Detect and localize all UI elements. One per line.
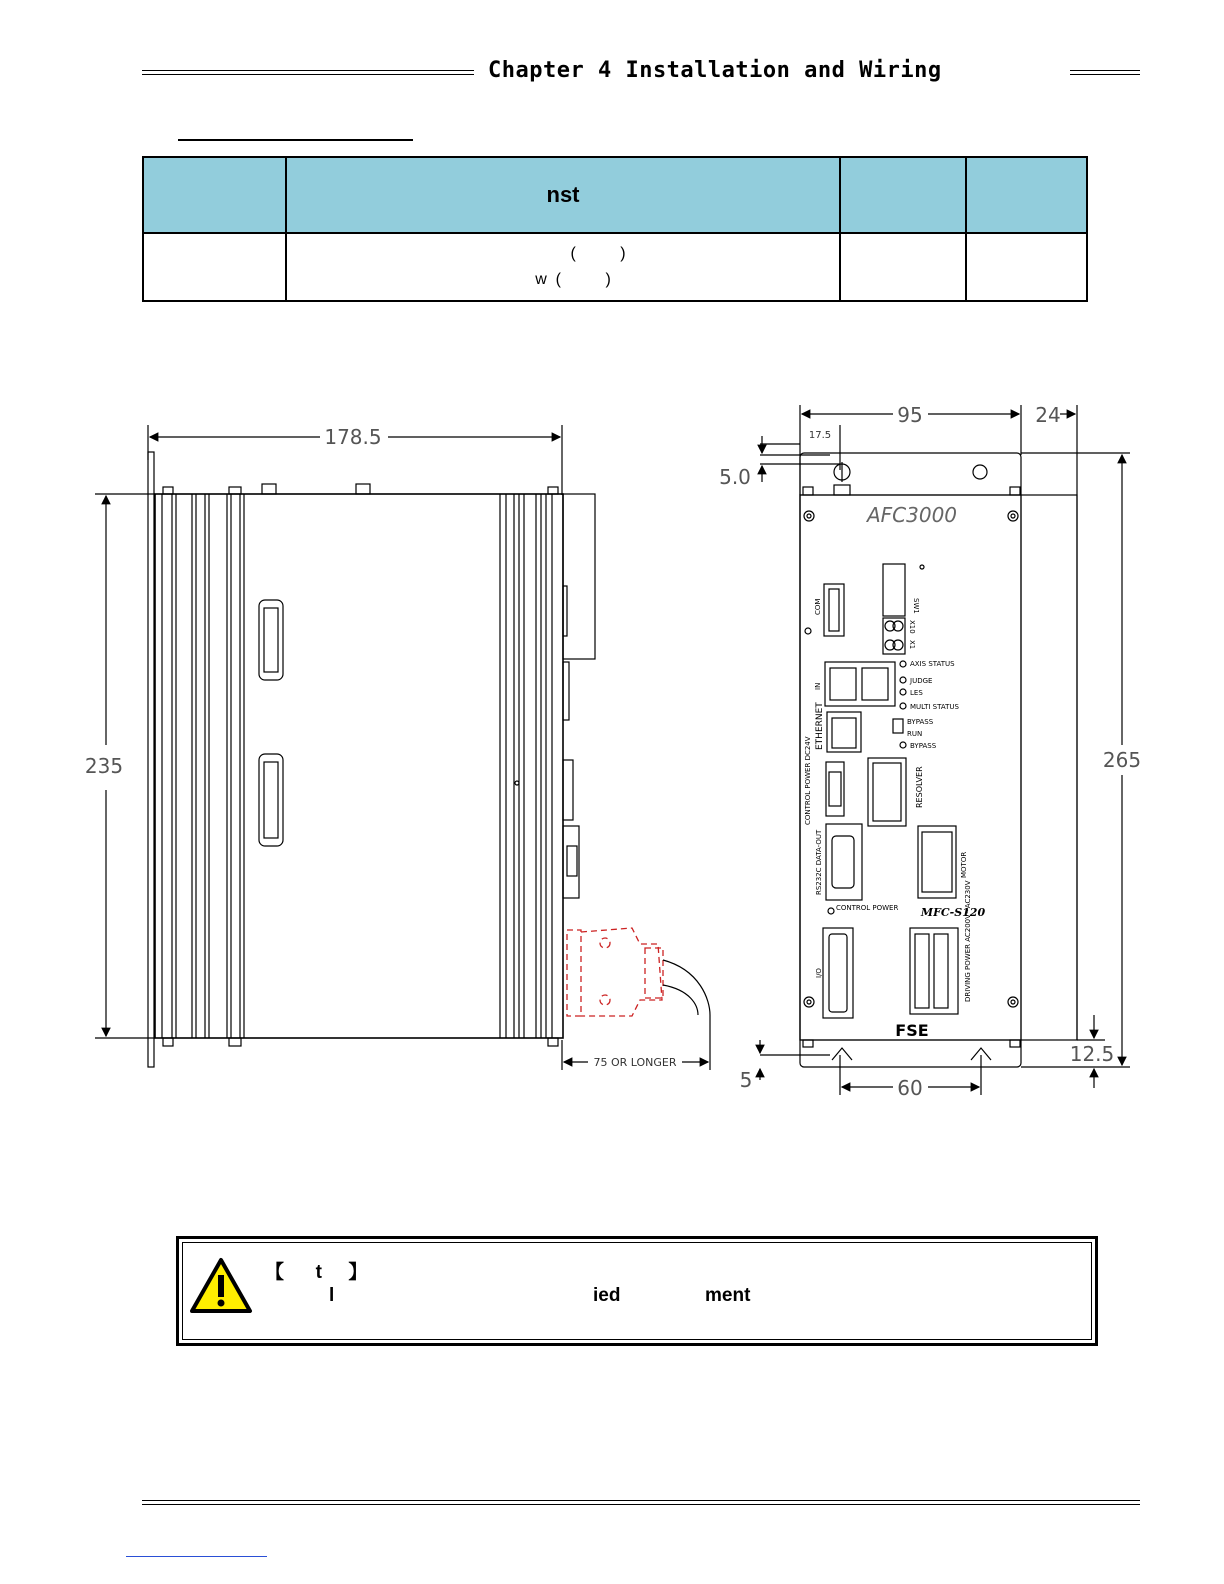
dim-75-or-longer: 75 OR LONGER: [593, 1056, 677, 1069]
dim-5: 5: [739, 1068, 753, 1092]
footer-link-underline[interactable]: [126, 1556, 267, 1557]
label-driving-power: DRIVING POWER AC200V~AC230V: [964, 880, 972, 1002]
warning-text-c: ment: [705, 1285, 751, 1306]
footer-rule: [142, 1500, 1140, 1505]
dim-24: 24: [1035, 403, 1061, 427]
label-ethernet: ETHERNET: [815, 702, 825, 750]
label-bypass: BYPASS: [907, 718, 934, 726]
warning-text-a: l: [329, 1285, 335, 1306]
label-control-power: CONTROL POWER: [836, 904, 899, 912]
row-line-2: w ( ): [535, 271, 611, 288]
dim-60: 60: [897, 1076, 923, 1100]
dim-5-0: 5.0: [719, 465, 751, 489]
warning-title: 【 t 】: [265, 1262, 368, 1283]
label-x1: X1: [908, 640, 916, 650]
dim-235: 235: [84, 754, 124, 778]
model-mfc-s120: MFC-S120: [920, 906, 986, 919]
label-axis-status: AXIS STATUS: [910, 660, 955, 668]
label-les: LES: [910, 689, 923, 697]
label-motor: MOTOR: [960, 851, 968, 878]
dim-95: 95: [897, 403, 923, 427]
label-sw1: SW1: [912, 598, 920, 614]
label-bypass-2: BYPASS: [910, 742, 937, 750]
warning-icon: [189, 1257, 253, 1315]
header-cell-2: nst: [286, 157, 840, 233]
dim-178-5: 178.5: [324, 425, 382, 449]
chapter-title: Chapter 4 Installation and Wiring: [488, 58, 942, 83]
label-rs232c: RS232C DATA-OUT: [815, 829, 823, 895]
label-judge: JUDGE: [910, 677, 933, 685]
warning-box: [176, 1236, 1098, 1346]
ias-logo: FSE: [895, 1021, 929, 1040]
row-line-1: ( ): [570, 245, 626, 262]
label-com: COM: [814, 598, 822, 615]
dim-12-5: 12.5: [1069, 1042, 1115, 1066]
dim-265: 265: [1102, 748, 1142, 772]
label-multi-status: MULTI STATUS: [910, 703, 959, 711]
label-in: IN: [814, 682, 822, 690]
warning-text-b: ied: [593, 1285, 621, 1306]
label-resolver: RESOLVER: [915, 766, 924, 808]
label-control-power-dc24v: CONTROL POWER DC24V: [804, 736, 812, 825]
dim-17-5: 17.5: [808, 430, 832, 441]
label-io: I/O: [815, 968, 823, 978]
label-x10: X10: [908, 620, 916, 634]
label-run: RUN: [907, 730, 923, 738]
brand-afc3000: AFC3000: [866, 503, 958, 527]
